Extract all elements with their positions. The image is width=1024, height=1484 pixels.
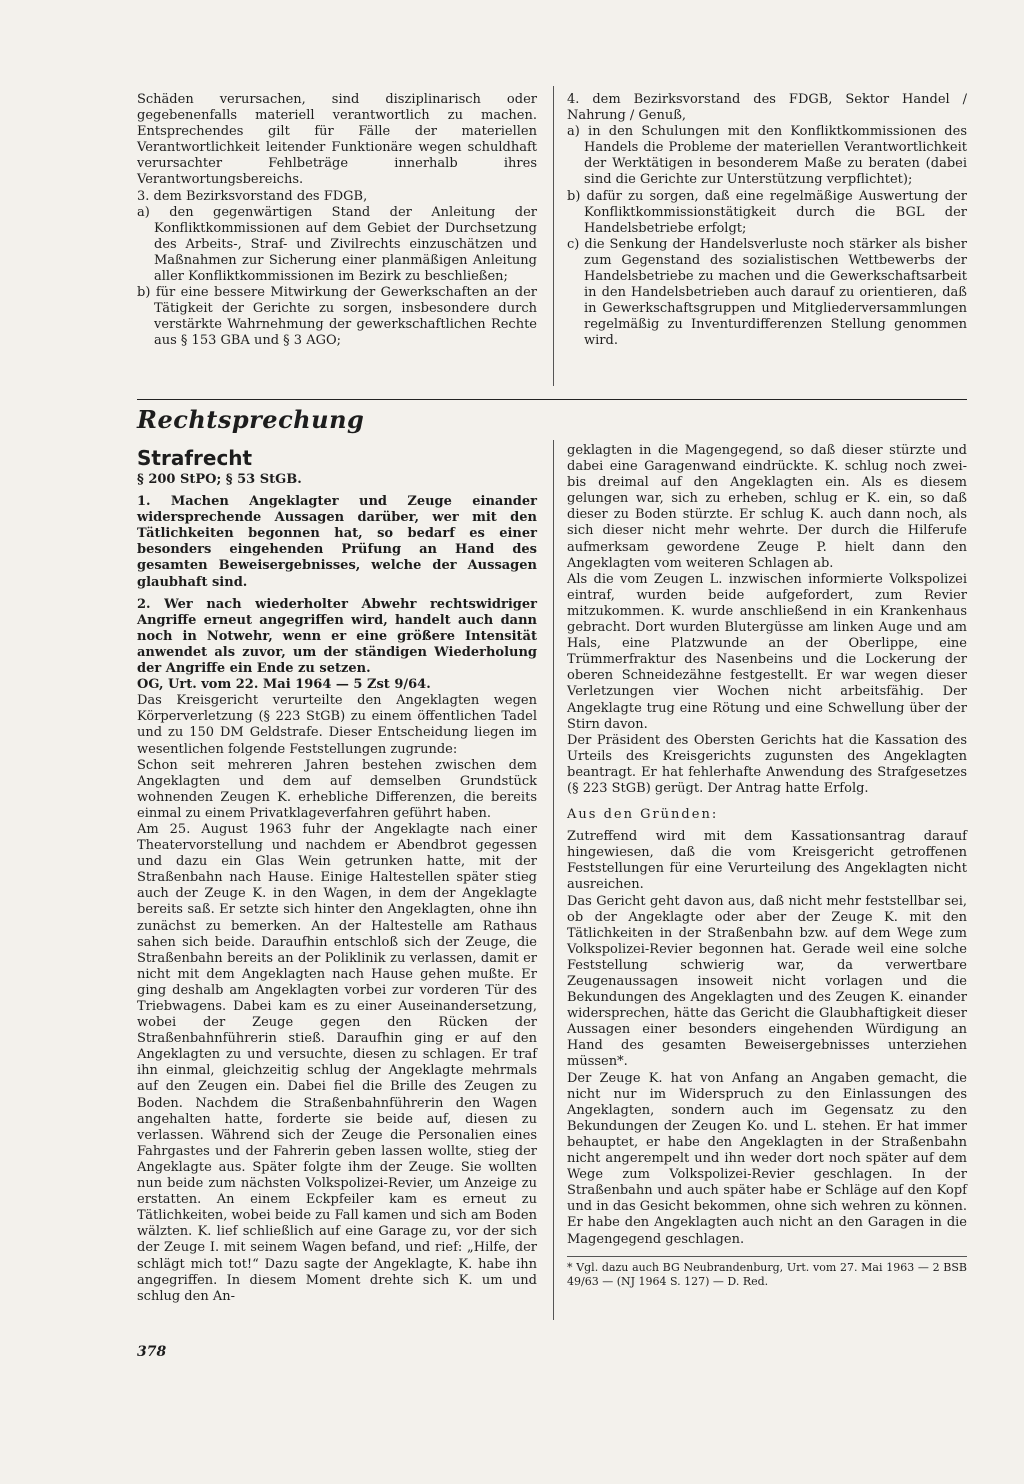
subsection-title: Strafrecht [137,446,253,470]
paragraph: Schon seit mehreren Jahren bestehen zwischen dem Angeklagten und dem auf demselben Grundstück wohnenden Zeugen K. erhebliche Differenzen, die bereits einmal zu einem Privatklageverfahren geführt haben. [137,757,537,821]
paragraph: Zutreffend wird mit dem Kassationsantrag darauf hingewiesen, daß die vom Kreisgericht getroffenen Feststellungen für eine Verurteilung des Angeklagten nicht ausreichen. [567,829,967,893]
list-item: b) für eine bessere Mitwirkung der Gewerkschaften an der Tätigkeit der Gerichte zu sorgen, insbesondere durch verstärkte Wahrnehmung der gewerkschaftlichen Rechte aus § 153 GBA und § 3 AGO; [137,285,537,349]
list-item: a) den gegenwärtigen Stand der Anleitung der Konfliktkommissionen auf dem Gebiet der Durchsetzung des Arbeits-, Straf- und Zivilrechts einzuschätzen und Maßnahmen zur Sicherung einer planmäßigen Anleitung aller Konfliktkommissionen im Bezirk zu beschließen; [137,204,537,285]
list-item: a) in den Schulungen mit den Konfliktkommissionen des Handels die Probleme der materiellen Verantwortlichkeit der Werktätigen in besonderem Maße zu beraten (dabei sind die Gerichte zur Unterstützung verpflichtet); [567,124,967,188]
paragraph: 4. dem Bezirksvorstand des FDGB, Sektor Handel / Nahrung / Genuß, [567,92,967,124]
list-item: c) die Senkung der Handelsverluste noch stärker als bisher zum Gegenstand des sozialistischen Wettbewerbs der Handelsbetriebe zu machen und die Gewerkschaftsarbeit in den Handelsbetrieben auch darauf zu orientieren, daß in Gewerkschaftsgruppen und Mitgliederversammlungen regelmäßig zu Inventurdifferenzen Stellung genommen wird. [567,236,967,349]
paragraph: 3. dem Bezirksvorstand des FDGB, [137,188,368,204]
bottom-right-column [567,443,967,1289]
paragraph: Das Kreisgericht verurteilte den Angeklagten wegen Körperverletzung (§ 223 StGB) zu einem öffentlichen Tadel und zu 150 DM Geldstrafe. Dieser Entscheidung liegen im wesentlichen folgende Feststellungen zugrunde: [137,693,537,757]
paragraph: Der Zeuge K. hat von Anfang an Angaben gemacht, die nicht nur im Widerspruch zu den Einlassungen des Angeklagten, sondern auch im Gegensatz zu den Bekundungen der Zeugen Ko. und L. stehen. Er hat immer behauptet, er habe den Angeklagten in der Straßenbahn nicht angerempelt und ihn weder dort noch später auf dem Wege zum Volkspolizei-Revier geschlagen. In der Straßenbahn und auch später habe er Schläge auf den Kopf und in das Gesicht bekommen, ohne sich wehren zu können. Er habe den Angeklagten auch nicht an den Garagen in die Magengegend geschlagen. [567,1070,967,1247]
top-left-column [137,92,537,350]
paragraph: Schäden verursachen, sind disziplinarisch oder gegebenenfalls materiell verantwortlich zu machen. Entsprechendes gilt für Fälle der materiellen Verantwortlichkeit leitender Funktionäre wegen schuldhaft verursachter Fehlbeträge innerhalb ihres Verantwortungsbereichs. [137,92,537,188]
column-divider-bottom [553,440,554,1320]
paragraph: Das Gericht geht davon aus, daß nicht mehr feststellbar sei, ob der Angeklagte oder aber der Zeuge K. mit den Tätlichkeiten in der Straßenbahn bzw. auf dem Wege zum Volkspolizei-Revier begonnen hat. Gerade weil eine solche Feststellung schwierig war, da verwertbare Zeugenaussagen insoweit nicht vorlagen und die Bekundungen des Angeklagten und des Zeugen K. einander widersprechen, hätte das Gericht die Glaubhaftigkeit dieser Aussagen einer besonders eingehenden Würdigung an Hand des gesamten Beweisergebnisses unterziehen müssen*. [567,893,967,1070]
top-right-column [567,92,967,350]
footnote: * Vgl. dazu auch BG Neubrandenburg, Urt. vom 27. Mai 1963 — 2 BSB 49/63 — (NJ 1964 S. 127) — D. Red. [567,1256,967,1289]
paragraph: Am 25. August 1963 fuhr der Angeklagte nach einer Theatervorstellung und nachdem er Abendbrot gegessen und dazu ein Glas Wein getrunken hatte, mit der Straßenbahn nach Hause. Einige Haltestellen später stieg auch der Zeuge K. in den Wagen, in dem der Angeklagte bereits saß. Er setzte sich hinter den Angeklagten, ohne ihn zunächst zu bemerken. An der Haltestelle am Rathaus sahen sich beide. Daraufhin entschloß sich der Zeuge, die Straßenbahn bereits an der Poliklinik zu verlassen, damit er nicht mit dem Angeklagten nach Hause gehen mußte. Er ging deshalb am Angeklagten vorbei zur vorderen Tür des Triebwagens. Dabei kam es zu einer Auseinandersetzung, wobei der Zeuge gegen den Rücken der Straßenbahnführerin stieß. Daraufhin ging er auf den Angeklagten zu und versuchte, diesen zu schlagen. Er traf ihn einmal, gleichzeitig schlug der Angeklagte mehrmals auf den Zeugen ein. Dabei fiel die Brille des Zeugen zu Boden. Nachdem die Straßenbahnführerin den Wagen angehalten hatte, forderte sie beide auf, diesen zu verlassen. Während sich der Zeuge die Personalien eines Fahrgastes und der Fahrerin geben lassen wollte, stieg der Angeklagte aus. Später folgte ihm der Zeuge. Sie wollten nun beide zum nächsten Volkspolizei-Revier, um Anzeige zu erstatten. An einem Eckpfeiler kam es erneut zu Tätlichkeiten, wobei beide zu Fall kamen und sich am Boden wälzten. K. lief schließlich auf eine Garage zu, vor der sich der Zeuge I. mit seinem Wagen befand, und rief: „Hilfe, der schlägt mich tot!“ Dazu sagte der Angeklagte, K. habe ihn angegriffen. In diesem Moment drehte sich K. um und schlug den An- [137,821,537,1304]
section-rule [137,399,967,400]
paragraph: geklagten in die Magengegend, so daß dieser stürzte und dabei eine Garagenwand eindrückte. K. schlug noch zwei- bis dreimal auf den Angeklagten ein. Als es diesem gelungen war, sich zu erheben, schlug er K. ein, so daß dieser zu Boden stürzte. Er schlug K. auch dann noch, als sich dieser nicht mehr wehrte. Der durch die Hilferufe aufmerksam gewordene Zeuge P. hielt dann den Angeklagten vom weiteren Schlagen ab. [567,443,967,571]
headnote: 1. Machen Angeklagter und Zeuge einander widersprechende Aussagen darüber, wer mit den Tätlichkeiten begonnen hat, so bedarf es einer besonders eingehenden Prüfung an Hand des gesamten Beweisergebnisses, welche der Aussagen glaubhaft sind. [137,494,537,590]
decision-reference: OG, Urt. vom 22. Mai 1964 — 5 Zst 9/64. [137,677,431,693]
paragraph: Als die vom Zeugen L. inzwischen informierte Volkspolizei eintraf, wurden beide aufgefordert, zum Revier mitzukommen. K. wurde anschließend in ein Krankenhaus gebracht. Dort wurden Blutergüsse am linken Auge und am Hals, eine Platzwunde an der Oberlippe, eine Trümmerfraktur des Nasenbeins und die Lockerung der oberen Schneidezähne festgestellt. Er war wegen dieser Verletzungen vier Wochen nicht arbeitsfähig. Der Angeklagte trug eine Rötung und eine Schwellung über der Stirn davon. [567,571,967,732]
column-divider-top [553,86,554,386]
headnote: 2. Wer nach wiederholter Abwehr rechtswidriger Angriffe erneut angegriffen wird, handelt auch dann noch in Notwehr, wenn er eine größere Intensität anwendet als zuvor, um der ständigen Wiederholung der Angriffe ein Ende zu setzen. [137,596,537,677]
paragraph: Der Präsident des Obersten Gerichts hat die Kassation des Urteils des Kreisgerichts zugunsten des Angeklagten beantragt. Er hat fehlerhafte Anwendung des Strafgesetzes (§ 223 StGB) gerügt. Der Antrag hatte Erfolg. [567,732,967,796]
legal-citation: § 200 StPO; § 53 StGB. [137,472,302,487]
bottom-left-column [137,472,537,1305]
reasons-heading: Aus den Gründen: [567,807,719,823]
section-title: Rechtsprechung [137,405,365,434]
list-item: b) dafür zu sorgen, daß eine regelmäßige Auswertung der Konfliktkommissionstätigkeit durch die BGL der Handelsbetriebe erfolgt; [567,188,967,236]
page-number: 378 [137,1344,167,1360]
